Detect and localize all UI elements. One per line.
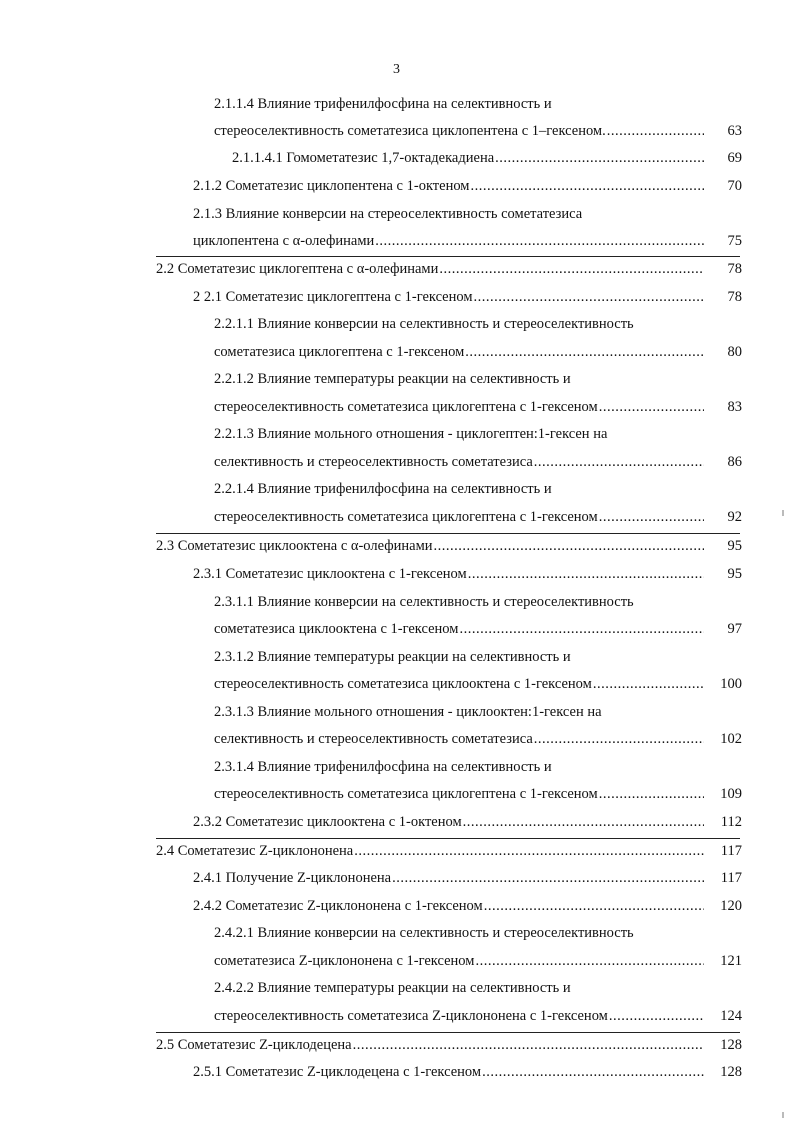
toc-entry-title: сометатезиса циклогептена с 1-гексеном bbox=[214, 344, 465, 360]
dot-leader bbox=[593, 674, 704, 694]
toc-entry[interactable] bbox=[214, 729, 742, 749]
dot-leader bbox=[534, 452, 704, 472]
section-divider bbox=[156, 533, 740, 534]
scan-mark bbox=[782, 510, 784, 516]
toc-entry-page: 78 bbox=[727, 261, 742, 277]
dot-leader bbox=[392, 868, 704, 888]
section-divider bbox=[156, 1032, 740, 1033]
toc-entry-page: 95 bbox=[727, 538, 742, 554]
toc-heading-line: 2.2.1.2 Влияние температуры реакции на селективность и bbox=[214, 371, 571, 387]
toc-entry[interactable] bbox=[214, 1006, 742, 1026]
section-divider bbox=[156, 838, 740, 839]
toc-entry[interactable] bbox=[156, 1035, 742, 1055]
dot-leader bbox=[353, 1035, 704, 1055]
toc-entry[interactable] bbox=[214, 674, 742, 694]
toc-entry[interactable] bbox=[214, 397, 742, 417]
dot-leader bbox=[375, 231, 704, 251]
toc-entry[interactable] bbox=[214, 619, 742, 639]
dot-leader bbox=[465, 342, 704, 362]
toc-entry[interactable] bbox=[214, 507, 742, 527]
dot-leader bbox=[599, 507, 704, 527]
toc-entry-page: 86 bbox=[727, 454, 742, 470]
toc-entry-page: 124 bbox=[720, 1008, 742, 1024]
toc-entry[interactable] bbox=[193, 896, 742, 916]
toc-entry[interactable] bbox=[193, 868, 742, 888]
toc-entry-title: стереоселективность сометатезиса циклогептена с 1-гексеном bbox=[214, 786, 598, 802]
toc-entry-title: стереоселективность сометатезиса циклопентена с 1–гексеном. bbox=[214, 123, 606, 139]
page-number: 3 bbox=[393, 62, 400, 77]
toc-entry-page: 97 bbox=[727, 621, 742, 637]
toc-entry-title: 2 2.1 Сометатезис циклогептена с 1-гексеном bbox=[193, 289, 473, 305]
toc-entry[interactable] bbox=[214, 121, 742, 141]
toc-heading-line: 2.4.2.2 Влияние температуры реакции на селективность и bbox=[214, 980, 571, 996]
toc-entry-title: селективность и стереоселективность сометатезиса bbox=[214, 454, 533, 470]
toc-heading-line: 2.1.1.4 Влияние трифенилфосфина на селективность и bbox=[214, 96, 552, 112]
toc-entry-title: 2.3 Сометатезис циклооктена с α-олефинами bbox=[156, 538, 433, 554]
toc-entry-page: 128 bbox=[720, 1037, 742, 1053]
toc-entry-title: сометатезиса Z-циклононена с 1-гексеном bbox=[214, 953, 475, 969]
dot-leader bbox=[495, 148, 704, 168]
toc-entry-page: 100 bbox=[720, 676, 742, 692]
dot-leader bbox=[470, 176, 704, 196]
toc-heading-line: 2.3.1.2 Влияние температуры реакции на селективность и bbox=[214, 649, 571, 665]
dot-leader bbox=[354, 841, 704, 861]
toc-entry-page: 69 bbox=[727, 150, 742, 166]
dot-leader bbox=[439, 259, 704, 279]
toc-entry-title: циклопентена с α-олефинами bbox=[193, 233, 375, 249]
toc-entry-page: 95 bbox=[727, 566, 742, 582]
toc-heading-line: 2.2.1.1 Влияние конверсии на селективность и стереоселективность bbox=[214, 316, 634, 332]
dot-leader bbox=[459, 619, 704, 639]
toc-entry[interactable] bbox=[214, 784, 742, 804]
toc-entry-page: 78 bbox=[727, 289, 742, 305]
dot-leader bbox=[482, 1062, 704, 1082]
toc-entry[interactable] bbox=[156, 259, 742, 279]
toc-entry-title: 2.3.1 Сометатезис циклооктена с 1-гексеном bbox=[193, 566, 467, 582]
toc-entry-page: 80 bbox=[727, 344, 742, 360]
dot-leader bbox=[599, 784, 704, 804]
toc-entry[interactable] bbox=[193, 287, 742, 307]
toc-entry-page: 83 bbox=[727, 399, 742, 415]
toc-heading-line: 2.2.1.3 Влияние мольного отношения - циклогептен:1-гексен на bbox=[214, 426, 608, 442]
toc-entry-title: селективность и стереоселективность сометатезиса bbox=[214, 731, 533, 747]
toc-entry-page: 128 bbox=[720, 1064, 742, 1080]
toc-entry-title: 2.5.1 Сометатезис Z-циклодецена с 1-гексеном bbox=[193, 1064, 482, 1080]
toc-entry[interactable] bbox=[232, 148, 742, 168]
toc-entry[interactable] bbox=[193, 176, 742, 196]
toc-entry[interactable] bbox=[156, 536, 742, 556]
scan-mark bbox=[782, 1112, 784, 1118]
dot-leader bbox=[599, 397, 704, 417]
toc-entry-page: 102 bbox=[720, 731, 742, 747]
toc-entry-title: 2.4 Сометатезис Z-циклононена bbox=[156, 843, 354, 859]
dot-leader bbox=[484, 896, 704, 916]
dot-leader bbox=[434, 536, 704, 556]
toc-entry-title: стереоселективность сометатезиса циклогептена с 1-гексеном bbox=[214, 399, 598, 415]
toc-heading-line: 2.3.1.4 Влияние трифенилфосфина на селективность и bbox=[214, 759, 552, 775]
toc-entry[interactable] bbox=[193, 231, 742, 251]
dot-leader bbox=[468, 564, 704, 584]
toc-entry-page: 117 bbox=[720, 843, 742, 859]
toc-entry-page: 70 bbox=[727, 178, 742, 194]
toc-entry-page: 92 bbox=[727, 509, 742, 525]
toc-entry[interactable] bbox=[214, 951, 742, 971]
toc-entry[interactable] bbox=[193, 564, 742, 584]
toc-entry-page: 109 bbox=[720, 786, 742, 802]
toc-entry-page: 120 bbox=[720, 898, 742, 914]
dot-leader bbox=[463, 812, 704, 832]
toc-entry-title: 2.1.2 Сометатезис циклопентена с 1-октеном bbox=[193, 178, 470, 194]
toc-entry-title: сометатезиса циклооктена с 1-гексеном bbox=[214, 621, 459, 637]
toc-entry-page: 63 bbox=[727, 123, 742, 139]
toc-entry-title: 2.5 Сометатезис Z-циклодецена bbox=[156, 1037, 352, 1053]
toc-entry[interactable] bbox=[156, 841, 742, 861]
dot-leader bbox=[609, 1006, 704, 1026]
toc-entry-title: 2.1.1.4.1 Гомометатезис 1,7-октадекадиена bbox=[232, 150, 495, 166]
toc-entry-page: 117 bbox=[720, 870, 742, 886]
toc-entry-page: 121 bbox=[720, 953, 742, 969]
toc-entry-title: 2.4.1 Получение Z-циклононена bbox=[193, 870, 392, 886]
toc-entry-title: 2.2 Сометатезис циклогептена с α-олефинами bbox=[156, 261, 439, 277]
toc-entry[interactable] bbox=[214, 452, 742, 472]
toc-entry[interactable] bbox=[193, 1062, 742, 1082]
toc-entry-title: стереоселективность сометатезиса циклооктена с 1-гексеном bbox=[214, 676, 592, 692]
toc-heading-line: 2.2.1.4 Влияние трифенилфосфина на селективность и bbox=[214, 481, 552, 497]
toc-entry-page: 112 bbox=[720, 814, 742, 830]
toc-heading-line: 2.3.1.1 Влияние конверсии на селективность и стереоселективность bbox=[214, 594, 634, 610]
dot-leader bbox=[607, 121, 704, 141]
dot-leader bbox=[534, 729, 704, 749]
toc-entry-title: стереоселективность сометатезиса циклогептена с 1-гексеном bbox=[214, 509, 598, 525]
toc-heading-line: 2.3.1.3 Влияние мольного отношения - циклооктен:1-гексен на bbox=[214, 704, 602, 720]
toc-heading-line: 2.1.3 Влияние конверсии на стереоселективность сометатезиса bbox=[193, 206, 583, 222]
dot-leader bbox=[474, 287, 704, 307]
toc-entry-title: стереоселективность сометатезиса Z-циклононена с 1-гексеном bbox=[214, 1008, 608, 1024]
toc-entry-title: 2.3.2 Сометатезис циклооктена с 1-октеном bbox=[193, 814, 462, 830]
toc-entry[interactable] bbox=[193, 812, 742, 832]
toc-entry-page: 75 bbox=[727, 233, 742, 249]
toc-entry-title: 2.4.2 Сометатезис Z-циклононена с 1-гексеном bbox=[193, 898, 483, 914]
section-divider bbox=[156, 256, 740, 257]
toc-entry[interactable] bbox=[214, 342, 742, 362]
toc-heading-line: 2.4.2.1 Влияние конверсии на селективность и стереоселективность bbox=[214, 925, 634, 941]
dot-leader bbox=[475, 951, 704, 971]
